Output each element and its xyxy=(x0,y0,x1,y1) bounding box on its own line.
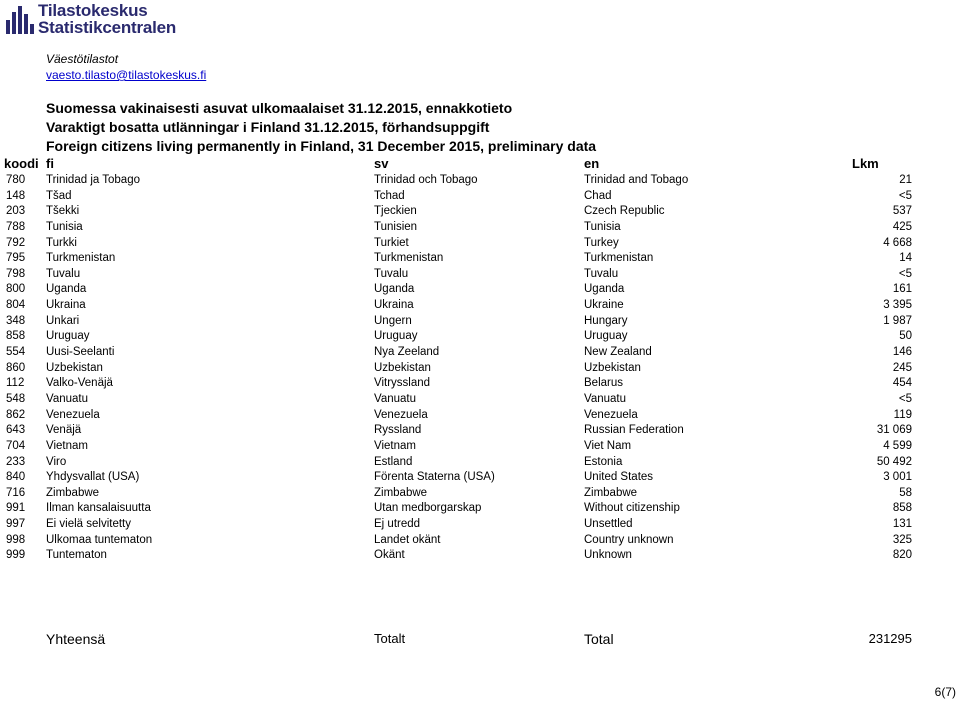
cell-count: 3 001 xyxy=(883,471,912,484)
table-row xyxy=(0,329,960,345)
statistics-logo-icon xyxy=(6,2,34,36)
cell-code: 548 xyxy=(6,392,26,405)
cell-code: 554 xyxy=(6,346,26,359)
cell-name-en: Unsettled xyxy=(584,518,633,531)
cell-name-en: Russian Federation xyxy=(584,424,684,437)
cell-name-en: Tunisia xyxy=(584,220,621,233)
cell-name-sv: Zimbabwe xyxy=(374,486,428,499)
cell-name-en: New Zealand xyxy=(584,346,652,359)
table-row xyxy=(0,533,960,549)
cell-name-fi: Tšekki xyxy=(46,205,80,218)
cell-count: 58 xyxy=(899,486,912,499)
logo xyxy=(0,0,200,40)
cell-count: <5 xyxy=(898,189,912,202)
cell-name-en: Hungary xyxy=(584,314,628,327)
cell-code: 998 xyxy=(6,533,26,546)
table-row xyxy=(0,173,960,189)
title-en: Foreign citizens living permanently in Finland, 31 December 2015, preliminary data xyxy=(46,138,597,154)
cell-name-sv: Ryssland xyxy=(374,424,422,437)
table-row xyxy=(0,439,960,455)
title-sv: Varaktigt bosatta utlänningar i Finland 31.12.2015, förhandsuppgift xyxy=(46,119,490,135)
cell-name-en: Vanuatu xyxy=(584,392,626,405)
table-row xyxy=(0,298,960,314)
cell-count: 454 xyxy=(892,377,912,390)
cell-name-fi: Ilman kansalaisuutta xyxy=(46,502,151,515)
table-row xyxy=(0,236,960,252)
cell-count: 245 xyxy=(892,361,912,374)
cell-name-sv: Tunisien xyxy=(374,220,418,233)
title-fi: Suomessa vakinaisesti asuvat ulkomaalaiset 31.12.2015, ennakkotieto xyxy=(46,100,513,116)
cell-code: 840 xyxy=(6,471,26,484)
cell-name-sv: Förenta Staterna (USA) xyxy=(374,471,495,484)
cell-name-en: Zimbabwe xyxy=(584,486,638,499)
cell-count: <5 xyxy=(898,267,912,280)
table-row xyxy=(0,408,960,424)
cell-name-sv: Ungern xyxy=(374,314,412,327)
cell-count: 4 668 xyxy=(883,236,912,249)
table-row xyxy=(0,486,960,502)
cell-name-sv: Venezuela xyxy=(374,408,428,421)
cell-count: 3 395 xyxy=(883,299,912,312)
cell-count: 161 xyxy=(892,283,912,296)
cell-name-sv: Vanuatu xyxy=(374,392,416,405)
cell-name-fi: Ei vielä selvitetty xyxy=(46,518,132,531)
cell-name-fi: Turkki xyxy=(46,236,77,249)
column-header-en: en xyxy=(584,156,600,171)
cell-count: 119 xyxy=(893,408,912,421)
cell-count: 425 xyxy=(892,220,912,233)
table-row xyxy=(0,548,960,564)
cell-name-en: Unknown xyxy=(584,549,632,562)
cell-count: 50 xyxy=(899,330,912,343)
cell-name-fi: Ulkomaa tuntematon xyxy=(46,533,153,546)
page-number: 6(7) xyxy=(934,685,956,699)
table-row xyxy=(0,204,960,220)
cell-code: 798 xyxy=(6,267,26,280)
cell-name-en: Country unknown xyxy=(584,533,674,546)
table-row xyxy=(0,251,960,267)
table-row xyxy=(0,282,960,298)
cell-count: <5 xyxy=(898,392,912,405)
cell-count: 146 xyxy=(892,346,912,359)
cell-code: 780 xyxy=(6,174,26,186)
cell-name-sv: Turkmenistan xyxy=(374,252,444,265)
cell-code: 804 xyxy=(6,299,26,312)
table-row xyxy=(0,189,960,205)
table-row xyxy=(0,314,960,330)
total-label-fi: Yhteensä xyxy=(46,631,106,647)
cell-code: 997 xyxy=(6,518,26,531)
cell-name-en: Viet Nam xyxy=(584,439,632,452)
cell-code: 112 xyxy=(6,377,25,390)
cell-name-fi: Venäjä xyxy=(46,424,82,437)
cell-code: 858 xyxy=(6,330,26,343)
cell-count: 1 987 xyxy=(883,314,912,327)
column-header-count: Lkm xyxy=(852,156,879,171)
cell-code: 792 xyxy=(6,236,26,249)
cell-name-sv: Tchad xyxy=(374,189,405,202)
cell-count: 537 xyxy=(892,205,912,218)
cell-name-sv: Vietnam xyxy=(374,439,416,452)
cell-name-fi: Turkmenistan xyxy=(46,252,116,265)
cell-name-fi: Uganda xyxy=(46,283,87,296)
cell-name-sv: Okänt xyxy=(374,549,405,562)
table-row xyxy=(0,517,960,533)
cell-count: 14 xyxy=(899,252,912,265)
cell-name-en: Ukraine xyxy=(584,299,624,312)
cell-name-fi: Tšad xyxy=(46,189,72,202)
logo-text-fi: Tilastokeskus xyxy=(38,1,148,20)
cell-name-fi: Ukraina xyxy=(46,299,86,312)
cell-name-en: Estonia xyxy=(584,455,623,468)
cell-code: 795 xyxy=(6,252,26,265)
cell-count: 31 069 xyxy=(876,424,912,437)
cell-code: 348 xyxy=(6,314,26,327)
cell-name-sv: Estland xyxy=(374,455,413,468)
cell-name-sv: Trinidad och Tobago xyxy=(374,174,478,186)
cell-code: 788 xyxy=(6,220,26,233)
cell-name-en: United States xyxy=(584,471,654,484)
table-row xyxy=(0,501,960,517)
cell-name-fi: Tuntematon xyxy=(46,549,107,562)
cell-count: 131 xyxy=(892,518,912,531)
cell-name-en: Without citizenship xyxy=(584,502,680,515)
cell-code: 991 xyxy=(6,502,26,515)
cell-name-fi: Unkari xyxy=(46,314,80,327)
cell-code: 704 xyxy=(6,439,26,452)
column-header-code: koodi xyxy=(4,156,39,171)
cell-name-en: Tuvalu xyxy=(584,267,619,280)
cell-name-en: Turkey xyxy=(584,236,619,249)
cell-name-fi: Venezuela xyxy=(46,408,100,421)
cell-code: 800 xyxy=(6,283,26,296)
cell-code: 203 xyxy=(6,205,26,218)
cell-name-en: Uruguay xyxy=(584,330,628,343)
cell-name-en: Belarus xyxy=(584,377,623,390)
cell-name-fi: Tunisia xyxy=(46,220,83,233)
cell-code: 860 xyxy=(6,361,26,374)
cell-name-fi: Uzbekistan xyxy=(46,361,103,374)
table-row xyxy=(0,392,960,408)
cell-count: 21 xyxy=(899,174,912,186)
cell-name-fi: Trinidad ja Tobago xyxy=(46,174,140,186)
cell-name-fi: Tuvalu xyxy=(46,267,81,280)
cell-name-fi: Vanuatu xyxy=(46,392,88,405)
cell-name-sv: Uruguay xyxy=(374,330,418,343)
cell-name-sv: Uzbekistan xyxy=(374,361,431,374)
cell-name-sv: Vitryssland xyxy=(374,377,431,390)
cell-name-fi: Viro xyxy=(46,455,67,468)
cell-name-sv: Nya Zeeland xyxy=(374,346,440,359)
table-row xyxy=(0,361,960,377)
total-label-en: Total xyxy=(584,631,614,647)
column-header-fi: fi xyxy=(46,156,54,171)
cell-name-en: Turkmenistan xyxy=(584,252,654,265)
cell-name-fi: Uusi-Seelanti xyxy=(46,346,115,359)
cell-name-fi: Zimbabwe xyxy=(46,486,100,499)
cell-name-sv: Ukraina xyxy=(374,299,414,312)
cell-name-sv: Turkiet xyxy=(374,236,409,249)
cell-code: 643 xyxy=(6,424,26,437)
cell-count: 325 xyxy=(892,533,912,546)
cell-name-en: Venezuela xyxy=(584,408,638,421)
cell-name-sv: Landet okänt xyxy=(374,533,441,546)
cell-name-sv: Tjeckien xyxy=(374,205,417,218)
cell-code: 233 xyxy=(6,455,26,468)
table-row xyxy=(0,470,960,486)
cell-count: 4 599 xyxy=(883,439,912,452)
total-label-sv: Totalt xyxy=(374,631,406,646)
cell-code: 862 xyxy=(6,408,26,421)
cell-name-en: Uzbekistan xyxy=(584,361,641,374)
cell-name-sv: Tuvalu xyxy=(374,267,409,280)
cell-count: 858 xyxy=(892,502,912,515)
table-row xyxy=(0,455,960,471)
column-header-sv: sv xyxy=(374,156,389,171)
organization-unit: Väestötilastot xyxy=(46,52,119,66)
table-row xyxy=(0,267,960,283)
cell-name-en: Chad xyxy=(584,189,612,202)
cell-code: 716 xyxy=(6,486,26,499)
table-row xyxy=(0,376,960,392)
total-value: 231295 xyxy=(868,631,912,646)
cell-name-sv: Ej utredd xyxy=(374,518,421,531)
cell-name-sv: Uganda xyxy=(374,283,415,296)
data-table xyxy=(0,173,960,564)
email-link[interactable]: vaesto.tilasto@tilastokeskus.fi xyxy=(46,68,207,82)
logo-text-sv: Statistikcentralen xyxy=(38,18,177,37)
table-row xyxy=(0,345,960,361)
cell-name-fi: Valko-Venäjä xyxy=(46,377,113,390)
cell-code: 148 xyxy=(6,189,26,202)
cell-name-en: Czech Republic xyxy=(584,205,665,218)
cell-name-fi: Uruguay xyxy=(46,330,90,343)
cell-name-fi: Vietnam xyxy=(46,439,88,452)
cell-name-sv: Utan medborgarskap xyxy=(374,502,482,515)
cell-name-fi: Yhdysvallat (USA) xyxy=(46,471,140,484)
cell-count: 50 492 xyxy=(876,455,912,468)
table-row xyxy=(0,220,960,236)
cell-code: 999 xyxy=(6,549,26,562)
table-row xyxy=(0,423,960,439)
cell-count: 820 xyxy=(892,549,912,562)
cell-name-en: Uganda xyxy=(584,283,625,296)
cell-name-en: Trinidad and Tobago xyxy=(584,174,689,186)
